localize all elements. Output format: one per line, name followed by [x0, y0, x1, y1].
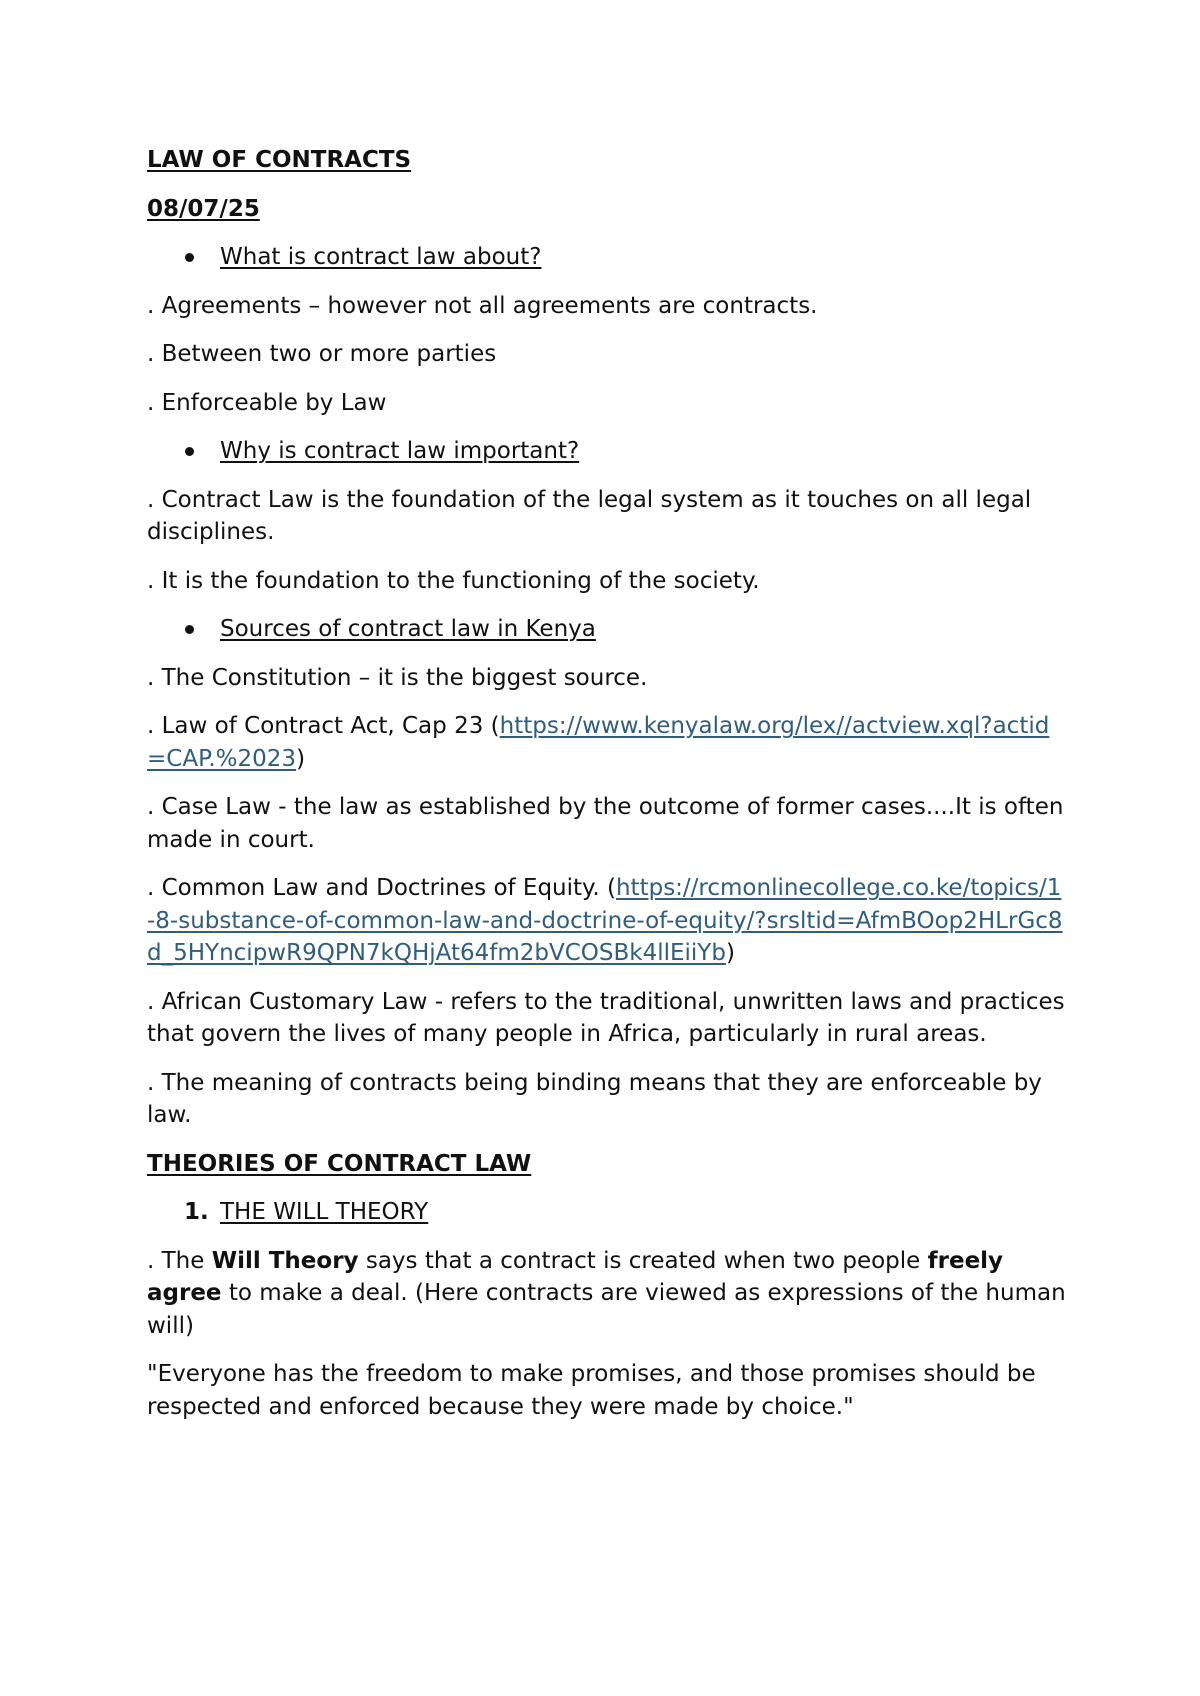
bullet-question-3	[147, 613, 1067, 646]
theories-heading	[147, 1148, 1067, 1181]
bullet-question-2	[147, 435, 1067, 468]
question-2-text: Why is contract law important?	[220, 438, 580, 464]
document-page	[147, 144, 1067, 1439]
question-1-text: What is contract law about?	[220, 244, 542, 270]
will-theory-e: to make a deal. (Here contracts are viewed as expressions of the human will)	[147, 1280, 1066, 1339]
bullet-question-1	[147, 241, 1067, 274]
paragraph-agreements: . Agreements – however not all agreements are contracts.	[147, 292, 818, 319]
will-theory-a: . The	[147, 1247, 212, 1274]
document-title	[147, 144, 1067, 177]
will-theory-bold: Will Theory	[211, 1247, 359, 1274]
freely-agree-bold: freely agree	[147, 1247, 1004, 1306]
paragraph-parties: . Between two or more parties	[147, 341, 497, 367]
paragraph-customary-law: . African Customary Law - refers to the traditional, unwritten laws and practices that govern the lives of many people in Africa, particularly in rural areas.	[147, 988, 1065, 1047]
bullet-icon	[185, 625, 194, 634]
paragraph-constitution: . The Constitution – it is the biggest source.	[147, 664, 648, 691]
common-law-close: )	[725, 940, 735, 966]
common-law-text: . Common Law and Doctrines of Equity. (	[147, 875, 616, 901]
question-3-text: Sources of contract law in Kenya	[220, 616, 596, 642]
contract-act-close: )	[296, 745, 306, 772]
paragraph-contract-act	[147, 710, 1067, 775]
kenyalaw-link[interactable]: https://www.kenyalaw.org/lex//actview.xql?actid=CAP.%2023	[147, 713, 1050, 772]
paragraph-foundation-society: . It is the foundation to the functioning of the society.	[147, 567, 760, 594]
bullet-icon	[185, 447, 194, 456]
paragraph-foundation-legal: . Contract Law is the foundation of the legal system as it touches on all legal disciplines.	[147, 486, 1032, 545]
paragraph-will-theory	[147, 1245, 1067, 1343]
document-date	[147, 193, 1067, 226]
theory-1-title: THE WILL THEORY	[220, 1199, 429, 1225]
paragraph-quote: "Everyone has the freedom to make promises, and those promises should be respected and enforced because they were made by choice."	[147, 1361, 1036, 1420]
will-theory-c: says that a contract is created when two people	[358, 1247, 928, 1274]
contract-act-text: . Law of Contract Act, Cap 23 (	[147, 713, 500, 739]
rcmonlinecollege-link[interactable]: https://rcmonlinecollege.co.ke/topics/1-8-substance-of-common-law-and-doctrine-of-equity/?srsltid=AfmBOop2HLrGc8d_5HYncipwR9QPN7kQHjAt64fm2bVCOSBk4llEiiYb	[147, 875, 1063, 966]
paragraph-binding: . The meaning of contracts being binding means that they are enforceable by law.	[147, 1069, 1042, 1128]
theories-heading-text: THEORIES OF CONTRACT LAW	[147, 1150, 532, 1177]
numbered-theory-1	[147, 1196, 1067, 1229]
date-text: 08/07/25	[147, 195, 260, 222]
bullet-icon	[185, 253, 194, 262]
theory-1-number: 1.	[184, 1199, 209, 1225]
title-text: LAW OF CONTRACTS	[147, 147, 412, 173]
paragraph-common-law	[147, 872, 1067, 970]
paragraph-enforceable: . Enforceable by Law	[147, 389, 387, 416]
paragraph-case-law: . Case Law - the law as established by the outcome of former cases....It is often made in court.	[147, 794, 1064, 853]
